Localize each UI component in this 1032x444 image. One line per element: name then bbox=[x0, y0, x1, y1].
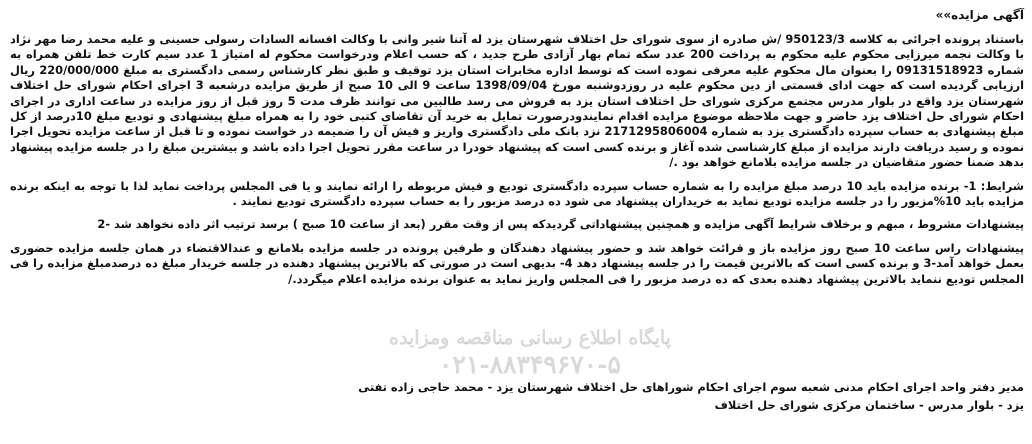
conditional-proposals-paragraph: پیشنهادات مشروط ، مبهم و برخلاف شرایط آگهی مزایده و همچنین پیشنهاداتی گردیدکه پس از وقت مقرر (بعد از ساعت 10 صبح ) برسد ترتیب اثر داده نخواهد شد -2 bbox=[97, 217, 1024, 232]
watermark-line-2: ۰۲۱-۸۸۳۴۹۶۷۰-۵ bbox=[439, 350, 621, 379]
signature-block bbox=[14, 378, 1024, 414]
signature-address: یزد - بلوار مدرس - ساختمان مرکزی شورای حل اختلاف bbox=[714, 398, 1024, 412]
proposal-opening-paragraph: پیشنهادات راس ساعت 10 صبح روز مزایده باز و قرائت خواهد شد و حضور پیشنهاد دهندگان و طرفین پرونده در جلسه مزایده بلامانع و عندالاقتضاء در همان جلسه مزایده حضوری بعمل خواهد آمد-3 و برنده کسی است که بالاترین قیمت را در جلسه پیشنهاد دهد 4- بدیهی است در صورتی که بالاترین پیشنهاد دهنده در جلسه خریدار مبلغ ده درصدمبلغ مزایده را فی المجلس تودیع ننماید بالاترین پیشنهاد دهنده بعدی که ده درصد مزبور را فی المجلس واریز نماید به عنوان برنده مزایده اعلام میگردد./ bbox=[10, 240, 1024, 286]
auction-conditions-paragraph: شرایط: 1- برنده مزایده باید 10 درصد مبلغ مزایده را به شماره حساب سپرده دادگستری تودیع و فیش مربوطه را ارائه نمایند و یا فی المجلس پرداخت نماید لذا با توجه به اینکه برنده مزایده باید 10%مزیور را در جلسه مزایده تودیع نماید به خریداران پیشنهاد می شود ده درصد مزبور را به حساب سپرده دادگستری تودیع نمایند . bbox=[10, 178, 1024, 209]
page-title: آگهی مزایده»» bbox=[935, 8, 1024, 22]
watermark-line-1: پایگاه اطلاع رسانی مناقصه ومزایده bbox=[389, 327, 671, 349]
signature-title: مدیر دفتر واحد اجرای احکام مدنی شعبه سوم اجرای احکام شوراهای حل اختلاف شهرستان یزد - محمد حاجی زاده تفتی bbox=[358, 380, 1024, 394]
auction-main-paragraph: باستناد پرونده اجرائی به کلاسه 950123/3 /ش صادره از سوی شورای حل اختلاف شهرستان یزد له آتنا شیر وانی با وکالت افسانه السادات رسولی حسینی و علیه محمد رضا مهر نژاد با وکالت نجمه میرزایی محکوم علیه محکوم به پرداخت 200 عدد سکه تمام بهار آزادی طرح جدید ، که حسب اعلام ودرخواست محکوم له امتیاز 1 عدد سیم کارت خط تلفن همراه به شماره 09131518923 را بعنوان مال محکوم علیه معرفی نموده است که توسط اداره مخابرات استان یزد توقیف و طبق نظر کارشناس رسمی دادگستری به مبلغ 220/000/000 ریال ارزیابی گردیده است که جهت ادای قسمتی از دین محکوم علیه در روزدوشنبه مورخ 1398/09/04 ساعت 9 الی 10 صبح از طریق مزایده درشعبه 3 اجرای احکام شورای حل اختلاف شهرستان یزد واقع در بلوار مدرس مجتمع مرکزی شورای حل اختلاف استان یزد به فروش می رسد طالبین می توانند ظرف مدت 5 روز قبل از روز مزایده در ساعت اداری در اجرای احکام شورای حل اختلاف یزد حاضر و جهت ملاحظه موضوع مزایده اقدام نمایندودرصورت تمایل به خرید آن تقاضای کتبی خود را به همراه مبلغ پیشنهادی و تودیع مبلغ 10درصد از کل مبلغ پیشنهادی به حساب سپرده دادگستری یزد به شماره 2171295806004 نزد بانک ملی دادگستری واریز و فیش آن را ضمیمه در خواست نموده و تا قبل از ساعت مزایده تحویل اجرا نموده و رسید دریافت دارند مزایده از مبلغ کارشناسی شده آغاز و برنده کسی است که پیشنهاد خودرا در ساعت مقرر تحویل اجرا داده باشد و بیشترین مبلغ را در جلسه مزایده پیشنهاد بدهد ضمنا حضور متقاضیان در جلسه مزایده بلامانع خواهد بود ./ bbox=[10, 32, 1025, 170]
